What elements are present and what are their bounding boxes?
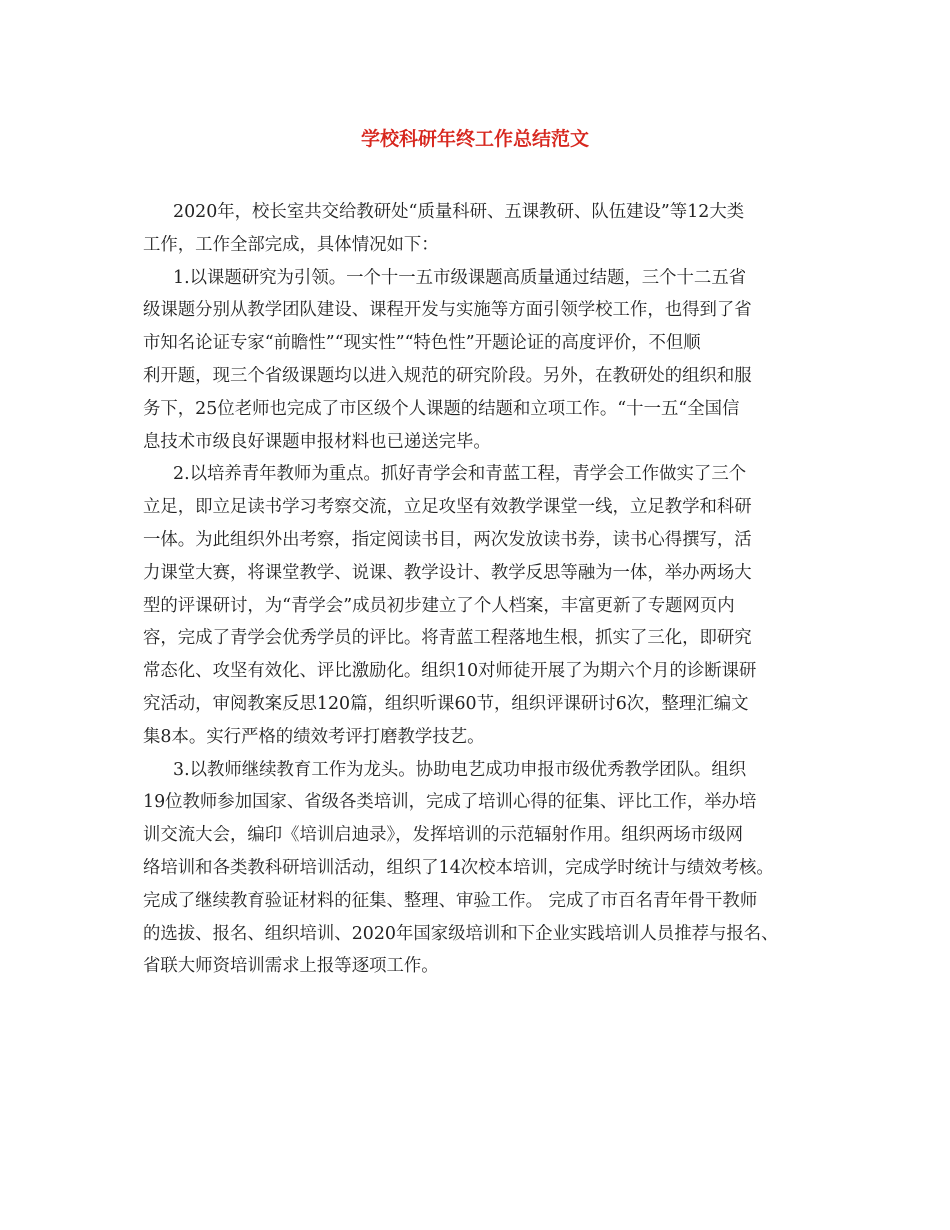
text-line: 常态化、攻坚有效化、评比激励化。组织10对师徒开展了为期六个月的诊断课研 bbox=[143, 661, 757, 682]
text-line: 息技术市级良好课题申报材料也已递送完毕。 bbox=[143, 431, 491, 452]
text-line: 容，完成了青学会优秀学员的评比。将青蓝工程落地生根，抓实了三化，即研究 bbox=[143, 628, 752, 649]
text-line: 1.以课题研究为引领。一个十一五市级课题高质量通过结题，三个十二五省 bbox=[173, 267, 747, 288]
text-line: 集8本。实行严格的绩效考评打磨教学技艺。 bbox=[143, 726, 485, 747]
text-line: 19位教师参加国家、省级各类培训，完成了培训心得的征集、评比工作，举办培 bbox=[143, 792, 757, 813]
text-line: 级课题分别从教学团队建设、课程开发与实施等方面引领学校工作，也得到了省 bbox=[143, 300, 752, 321]
text-line: 的选拔、报名、组织培训、2020年国家级培训和下企业实践培训人员推荐与报名、 bbox=[143, 923, 779, 944]
text-line: 立足，即立足读书学习考察交流，立足攻坚有效教学课堂一线，立足教学和科研 bbox=[143, 497, 752, 518]
text-line: 络培训和各类教科研培训活动，组织了14次校本培训，完成学时统计与绩效考核。 bbox=[143, 857, 774, 878]
text-line: 市知名论证专家“前瞻性”“现实性”“特色性”开题论证的高度评价，不但顺 bbox=[143, 333, 701, 354]
text-line: 究活动，审阅教案反思120篇，组织听课60节，组织评课研讨6次，整理汇编文 bbox=[143, 693, 749, 714]
text-line: 训交流大会，编印《培训启迪录》，发挥培训的示范辐射作用。组织两场市级网 bbox=[143, 825, 743, 846]
text-line: 2.以培养青年教师为重点。抓好青学会和青蓝工程，青学会工作做实了三个 bbox=[173, 464, 747, 485]
document-body bbox=[143, 196, 815, 983]
text-line: 工作，工作全部完成，具体情况如下： bbox=[143, 234, 439, 255]
document-title: 学校科研年终工作总结范文 bbox=[360, 128, 589, 150]
text-line: 一体。为此组织外出考察，指定阅读书目，两次发放读书券，读书心得撰写，活 bbox=[143, 529, 752, 550]
text-line: 务下，25位老师也完成了市区级个人课题的结题和立项工作。“十一五“全国信 bbox=[143, 398, 740, 419]
text-line: 2020年，校长室共交给教研处“质量科研、五课教研、队伍建设”等12大类 bbox=[173, 202, 745, 222]
text-line: 3.以教师继续教育工作为龙头。协助电艺成功申报市级优秀教学团队。组织 bbox=[173, 759, 747, 780]
text-line: 省联大师资培训需求上报等逐项工作。 bbox=[143, 956, 439, 977]
text-line: 利开题，现三个省级课题均以进入规范的研究阶段。另外，在教研处的组织和服 bbox=[143, 365, 752, 386]
text-line: 力课堂大赛，将课堂教学、说课、教学设计、教学反思等融为一体，举办两场大 bbox=[143, 562, 752, 583]
text-line: 完成了继续教育验证材料的征集、整理、审验工作。 完成了市百名青年骨干教师 bbox=[143, 890, 758, 911]
text-line: 型的评课研讨，为“青学会”成员初步建立了个人档案，丰富更新了专题网页内 bbox=[143, 595, 735, 616]
